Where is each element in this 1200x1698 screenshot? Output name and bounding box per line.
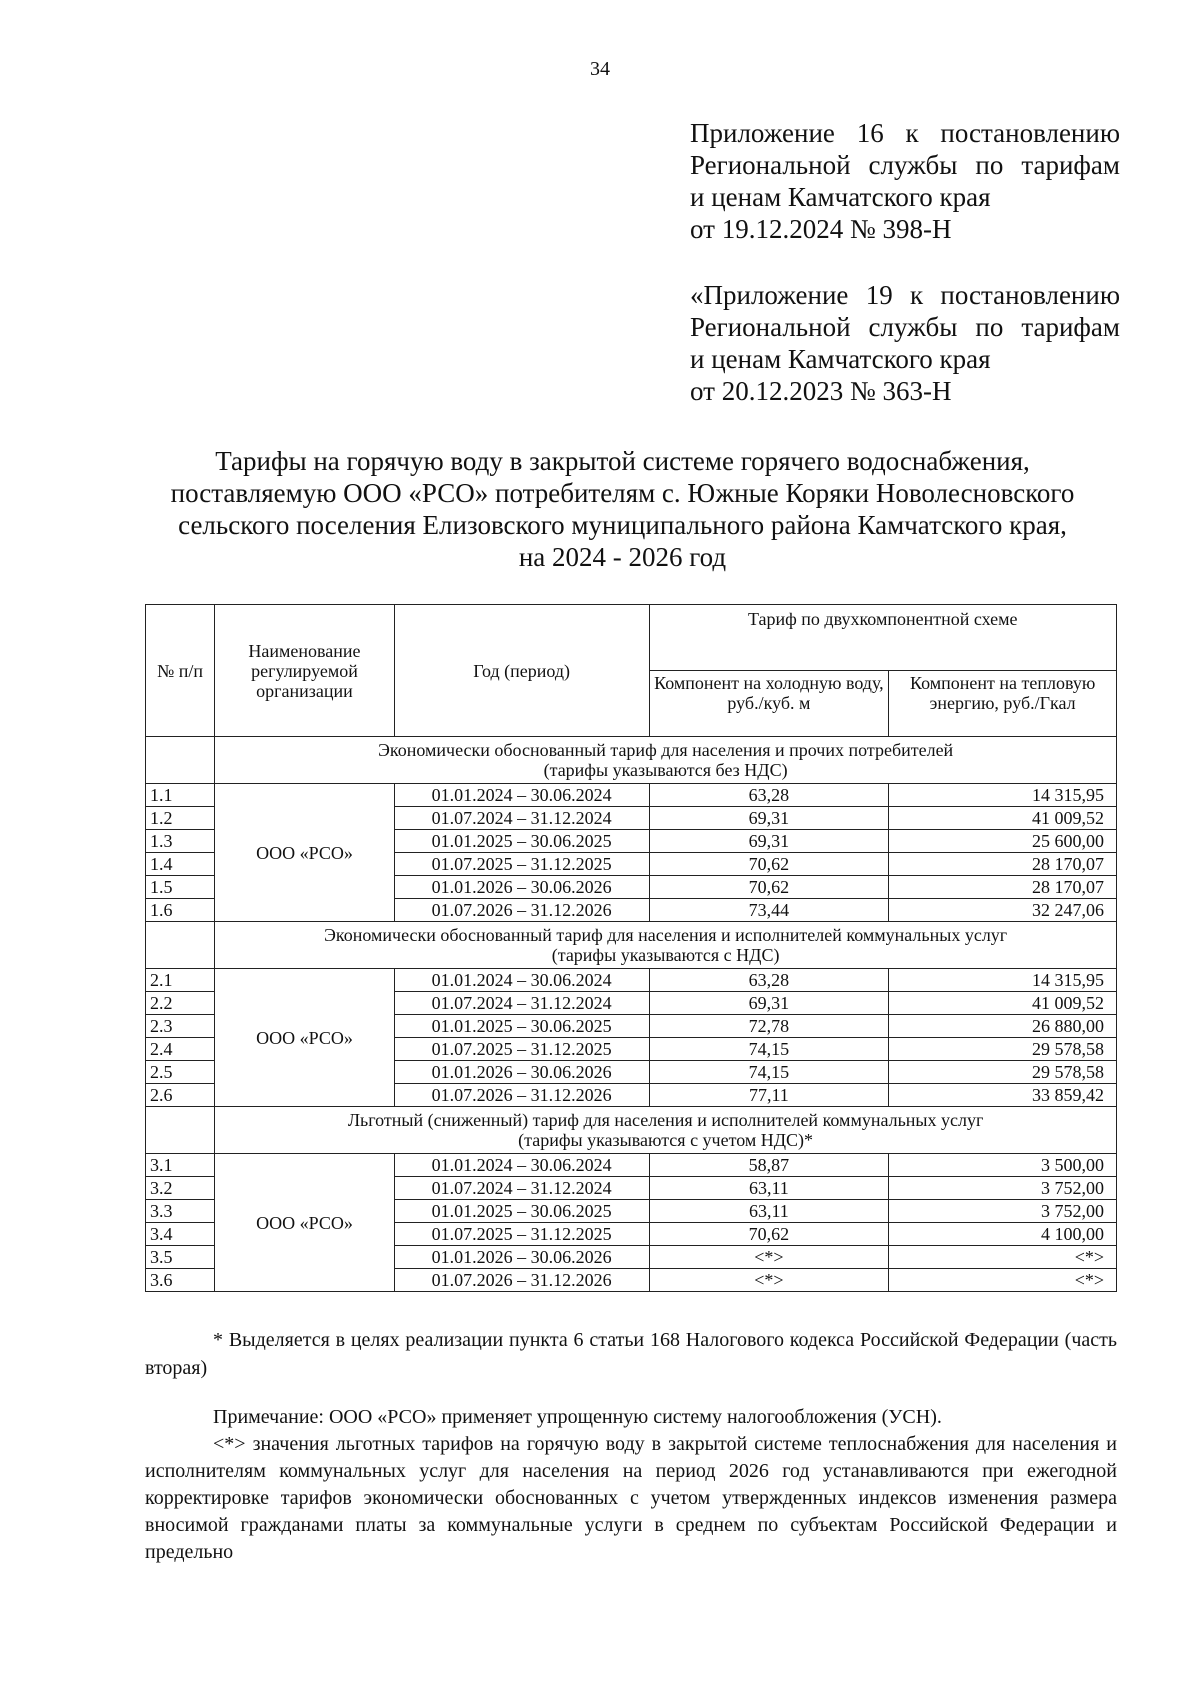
row-heat-component: 29 578,58 <box>889 1061 1117 1084</box>
title-line: Тарифы на горячую воду в закрытой системе горячего водоснабжения, <box>215 446 1030 476</box>
row-heat-component: 41 009,52 <box>889 992 1117 1015</box>
row-period: 01.07.2026 – 31.12.2026 <box>394 1269 649 1292</box>
row-cold-component: 63,11 <box>649 1200 889 1223</box>
row-cold-component: 58,87 <box>649 1154 889 1177</box>
section-num-cell <box>146 737 215 784</box>
row-period: 01.07.2025 – 31.12.2025 <box>394 853 649 876</box>
section-title-line: (тарифы указываются с учетом НДС)* <box>518 1130 814 1150</box>
title-line: на 2024 - 2026 год <box>518 542 727 572</box>
row-heat-component: 4 100,00 <box>889 1223 1117 1246</box>
row-cold-component: 74,15 <box>649 1061 889 1084</box>
row-num: 2.4 <box>146 1038 215 1061</box>
row-num: 2.1 <box>146 969 215 992</box>
section-title-line: (тарифы указываются с НДС) <box>551 945 780 965</box>
appendix-line: от 20.12.2023 № 363-Н <box>690 376 952 406</box>
header-tariff-group: Тариф по двухкомпонентной схеме <box>649 605 1116 671</box>
row-heat-component: 28 170,07 <box>889 853 1117 876</box>
row-heat-component: 28 170,07 <box>889 876 1117 899</box>
row-num: 3.2 <box>146 1177 215 1200</box>
section-title-line: Экономически обоснованный тариф для населения и прочих потребителей <box>378 740 954 760</box>
row-num: 2.6 <box>146 1084 215 1107</box>
section-num-cell <box>146 1107 215 1154</box>
row-period: 01.07.2024 – 31.12.2024 <box>394 992 649 1015</box>
row-num: 3.6 <box>146 1269 215 1292</box>
row-cold-component: 77,11 <box>649 1084 889 1107</box>
row-heat-component: 32 247,06 <box>889 899 1117 922</box>
row-num: 3.4 <box>146 1223 215 1246</box>
row-num: 2.3 <box>146 1015 215 1038</box>
note-preferential: <*> значения льготных тарифов на горячую воду в закрытой системе теплоснабжения для населения и исполнителям коммунальных услуг для населения на период 2026 год устанавливаются при ежегодной корректировке тарифов экономически обоснованных с учетом утвержденных индексов изменения размера вносимой гражданами платы за коммунальные услуги в среднем по субъектам Российской Федерации и предельно <box>145 1433 1117 1563</box>
table-row <box>146 1154 1117 1177</box>
row-num: 1.3 <box>146 830 215 853</box>
row-num: 1.5 <box>146 876 215 899</box>
section-title-line: (тарифы указываются без НДС) <box>543 760 788 780</box>
appendix-line: «Приложение 19 к постановлению <box>690 280 1120 310</box>
row-cold-component: 63,28 <box>649 969 889 992</box>
header-num: № п/п <box>146 605 215 737</box>
row-period: 01.07.2025 – 31.12.2025 <box>394 1223 649 1246</box>
footnote: * Выделяется в целях реализации пункта 6 статьи 168 Налогового кодекса Российской Федерации (часть вторая) <box>145 1329 1117 1379</box>
row-cold-component: 69,31 <box>649 807 889 830</box>
row-num: 1.6 <box>146 899 215 922</box>
notes <box>145 1404 1117 1566</box>
row-period: 01.07.2026 – 31.12.2026 <box>394 899 649 922</box>
row-heat-component: <*> <box>889 1246 1117 1269</box>
title-line: поставляемую ООО «РСО» потребителям с. Южные Коряки Новолесновского <box>170 478 1075 508</box>
row-period: 01.01.2026 – 30.06.2026 <box>394 1246 649 1269</box>
row-heat-component: 25 600,00 <box>889 830 1117 853</box>
row-period: 01.01.2025 – 30.06.2025 <box>394 830 649 853</box>
row-heat-component: 14 315,95 <box>889 969 1117 992</box>
row-period: 01.07.2024 – 31.12.2024 <box>394 807 649 830</box>
row-period: 01.01.2025 – 30.06.2025 <box>394 1200 649 1223</box>
header-org: Наименование регулируемой организации <box>215 605 395 737</box>
row-heat-component: 3 752,00 <box>889 1200 1117 1223</box>
org-name: ООО «РСО» <box>215 1154 395 1292</box>
row-num: 3.1 <box>146 1154 215 1177</box>
org-name: ООО «РСО» <box>215 969 395 1107</box>
note-usn: Примечание: ООО «РСО» применяет упрощенную систему налогообложения (УСН). <box>213 1406 942 1428</box>
title-line: сельского поселения Елизовского муниципального района Камчатского края, <box>178 510 1067 540</box>
row-cold-component: 63,11 <box>649 1177 889 1200</box>
row-heat-component: 3 752,00 <box>889 1177 1117 1200</box>
row-cold-component: 70,62 <box>649 876 889 899</box>
page-number: 34 <box>590 58 610 80</box>
section-header-row <box>146 737 1117 784</box>
section-title <box>215 1107 1117 1154</box>
appendix-line: и ценам Камчатского края <box>690 182 991 212</box>
appendix-line: Региональной службы по тарифам <box>690 150 1120 180</box>
row-num: 1.2 <box>146 807 215 830</box>
row-num: 2.5 <box>146 1061 215 1084</box>
section-title-line: Экономически обоснованный тариф для населения и исполнителей коммунальных услуг <box>324 925 1008 945</box>
row-heat-component: 29 578,58 <box>889 1038 1117 1061</box>
document-title <box>130 445 1115 573</box>
row-heat-component: <*> <box>889 1269 1117 1292</box>
section-num-cell <box>146 922 215 969</box>
section-title <box>215 922 1117 969</box>
appendix-current-header <box>690 117 1120 245</box>
row-cold-component: 69,31 <box>649 992 889 1015</box>
row-cold-component: 72,78 <box>649 1015 889 1038</box>
org-name: ООО «РСО» <box>215 784 395 922</box>
row-period: 01.01.2024 – 30.06.2024 <box>394 784 649 807</box>
row-cold-component: 70,62 <box>649 1223 889 1246</box>
section-title-line: Льготный (сниженный) тариф для населения и исполнителей коммунальных услуг <box>347 1110 984 1130</box>
row-num: 1.4 <box>146 853 215 876</box>
row-num: 1.1 <box>146 784 215 807</box>
appendix-amended-header <box>690 279 1120 407</box>
row-cold-component: 70,62 <box>649 853 889 876</box>
row-num: 2.2 <box>146 992 215 1015</box>
row-heat-component: 14 315,95 <box>889 784 1117 807</box>
row-heat-component: 41 009,52 <box>889 807 1117 830</box>
row-period: 01.01.2024 – 30.06.2024 <box>394 969 649 992</box>
appendix-line: от 19.12.2024 № 398-Н <box>690 214 952 244</box>
tariff-table <box>145 604 1117 1292</box>
section-title <box>215 737 1117 784</box>
section-header-row <box>146 1107 1117 1154</box>
appendix-line: Приложение 16 к постановлению <box>690 118 1120 148</box>
header-period: Год (период) <box>394 605 649 737</box>
row-cold-component: 69,31 <box>649 830 889 853</box>
appendix-line: и ценам Камчатского края <box>690 344 991 374</box>
row-period: 01.01.2025 – 30.06.2025 <box>394 1015 649 1038</box>
row-period: 01.07.2026 – 31.12.2026 <box>394 1084 649 1107</box>
table-row <box>146 969 1117 992</box>
row-period: 01.01.2024 – 30.06.2024 <box>394 1154 649 1177</box>
row-cold-component: 73,44 <box>649 899 889 922</box>
row-num: 3.5 <box>146 1246 215 1269</box>
row-heat-component: 3 500,00 <box>889 1154 1117 1177</box>
table-row <box>146 784 1117 807</box>
row-cold-component: <*> <box>649 1269 889 1292</box>
row-cold-component: <*> <box>649 1246 889 1269</box>
row-num: 3.3 <box>146 1200 215 1223</box>
section-header-row <box>146 922 1117 969</box>
row-cold-component: 74,15 <box>649 1038 889 1061</box>
row-period: 01.07.2025 – 31.12.2025 <box>394 1038 649 1061</box>
header-heat: Компонент на тепловую энергию, руб./Гкал <box>889 671 1117 737</box>
row-heat-component: 26 880,00 <box>889 1015 1117 1038</box>
appendix-line: Региональной службы по тарифам <box>690 312 1120 342</box>
header-cold: Компонент на холодную воду, руб./куб. м <box>649 671 889 737</box>
row-heat-component: 33 859,42 <box>889 1084 1117 1107</box>
row-period: 01.01.2026 – 30.06.2026 <box>394 1061 649 1084</box>
row-cold-component: 63,28 <box>649 784 889 807</box>
row-period: 01.01.2026 – 30.06.2026 <box>394 876 649 899</box>
row-period: 01.07.2024 – 31.12.2024 <box>394 1177 649 1200</box>
